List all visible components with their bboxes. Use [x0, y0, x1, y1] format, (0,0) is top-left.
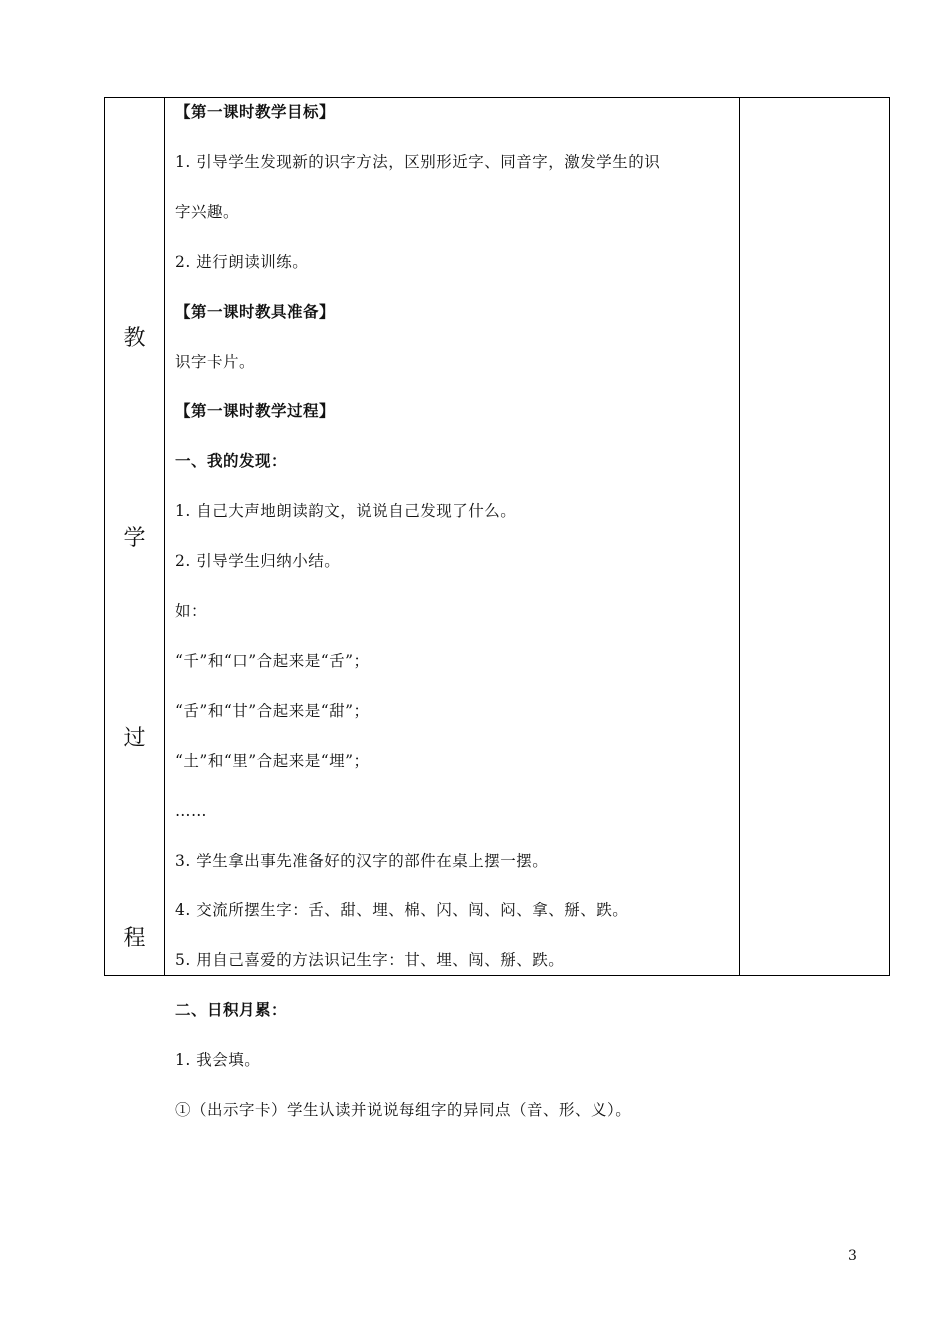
section-heading: 二、日积月累： — [175, 1000, 288, 1020]
section-label-column — [105, 98, 165, 975]
page-number: 3 — [848, 1248, 857, 1264]
content-line: 4. 交流所摆生字：舌、甜、埋、棉、闪、闯、闷、拿、掰、跌。 — [175, 901, 629, 920]
content-line: 3. 学生拿出事先准备好的汉字的部件在桌上摆一摆。 — [175, 851, 549, 870]
content-line: 1. 引导学生发现新的识字方法，区别形近字、同音字，激发学生的识 — [175, 152, 661, 171]
content-line: …… — [175, 801, 207, 820]
content-line: 2. 引导学生归纳小结。 — [175, 552, 341, 571]
content-line: 如： — [175, 602, 208, 620]
section-label-char: 程 — [123, 926, 146, 951]
section-heading: 【第一课时教学过程】 — [175, 401, 336, 421]
notes-column — [739, 98, 890, 975]
content-line: “舌”和“甘”合起来是“甜”； — [175, 701, 370, 720]
section-heading: 【第一课时教具准备】 — [175, 301, 336, 321]
content-line: 1. 自己大声地朗读韵文，说说自己发现了什么。 — [175, 502, 517, 521]
content-line: “土”和“里”合起来是“埋”； — [175, 751, 370, 770]
section-heading: 【第一课时教学目标】 — [175, 102, 336, 121]
content-line: 1. 我会填。 — [175, 1051, 261, 1070]
content-line: 2. 进行朗读训练。 — [175, 252, 309, 271]
content-line: ①（出示字卡）学生认读并说说每组字的异同点（音、形、义）。 — [175, 1101, 632, 1119]
section-label-char: 过 — [123, 726, 146, 751]
section-heading: 一、我的发现： — [175, 451, 288, 471]
content-line: “千”和“口”合起来是“舌”； — [175, 651, 370, 670]
section-label-char: 学 — [123, 526, 146, 551]
content-line: 字兴趣。 — [175, 202, 240, 221]
lesson-table — [104, 97, 890, 1119]
section-label-char: 教 — [123, 326, 146, 351]
content-line: 5. 用自己喜爱的方法识记生字：甘、埋、闯、掰、跌。 — [175, 951, 565, 970]
content-line: 识字卡片。 — [175, 352, 256, 371]
